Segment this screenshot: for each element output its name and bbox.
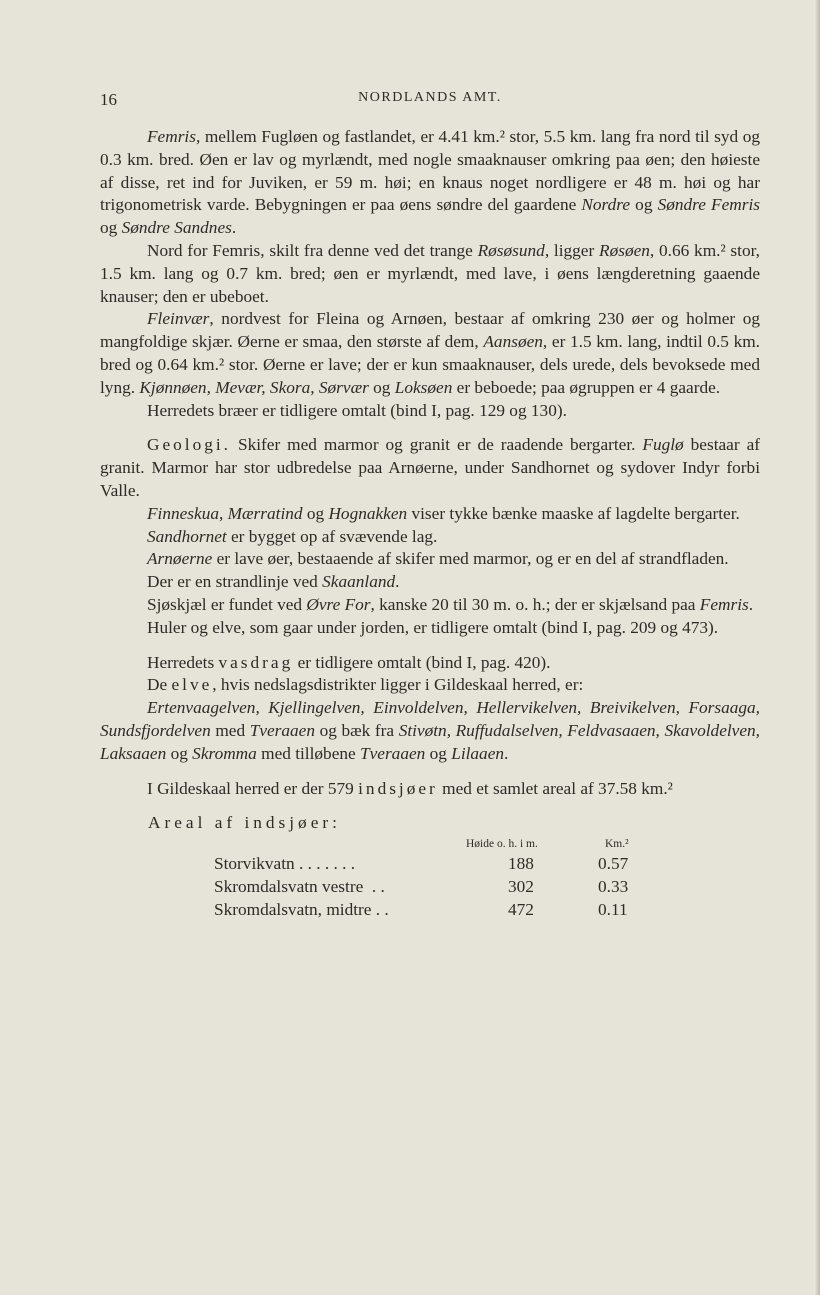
river-names: Tveraaen	[249, 720, 315, 740]
body-text	[100, 126, 760, 922]
text-run: er tidligere omtalt (bind I, pag. 420).	[293, 652, 551, 672]
text-run: bestaar af granit. Marmor har stor udbredelse paa Arnøerne, under Sandhornet og sydover Indyr forbi Valle.	[100, 435, 760, 500]
running-head: NORDLANDS AMT.	[358, 90, 502, 105]
text-run: Der er en strandlinje ved	[147, 572, 323, 592]
lake-height: 302	[508, 876, 534, 896]
lake-table-heading: Areal af indsjøer:	[148, 813, 341, 833]
place-name: Arnøerne	[147, 549, 213, 569]
column-header-height: Høide o. h. i m.	[466, 838, 538, 851]
text-run: , hvis nedslagsdistrikter ligger i Gildeskaal herred, er:	[212, 675, 584, 695]
paragraph-indsjoer	[100, 778, 760, 801]
lake-height: 472	[508, 899, 534, 919]
lake-area: 0.33	[598, 876, 629, 896]
page-edge	[814, 0, 820, 1295]
text-run: , kanske 20 til 30 m. o. h.; der er skjælsand paa	[370, 594, 700, 614]
paragraph-huler	[100, 617, 760, 640]
text-run: Huler og elve, som gaar under jorden, er tidligere omtalt (bind I, pag. 209 og 473).	[147, 617, 719, 637]
column-header-area: Km.²	[605, 838, 629, 851]
text-run: med et samlet areal af 37.58 km.²	[437, 778, 673, 798]
lake-height: 188	[508, 854, 534, 874]
section-heading: indsjøer	[358, 778, 438, 798]
paragraph-femris	[100, 126, 760, 240]
river-names: Tveraaen	[360, 743, 426, 763]
place-name: Øvre For	[306, 594, 371, 614]
lake-name: Skromdalsvatn vestre . .	[214, 876, 385, 896]
river-names: Skromma	[192, 743, 257, 763]
text-run: Herredets bræer er tidligere omtalt (bind I, pag. 129 og 130).	[147, 400, 567, 420]
text-run: , ligger	[544, 240, 600, 260]
paragraph-finneskua	[100, 503, 760, 526]
text-run: er lave øer, bestaaende af skifer med marmor, og er en del af strandfladen.	[212, 549, 729, 569]
place-name: Søndre Femris	[657, 195, 760, 215]
text-run: , er 1.5 km. lang, indtil 0.5 km. bred og 0.64 km.² stor. Øerne er lave; der er kun smaaknauser, dels urede, dels bevoksede med lyng.	[100, 332, 761, 397]
text-run: .	[231, 218, 237, 238]
lake-table	[100, 812, 760, 921]
river-names: Ertenvaagelven, Kjellingelven, Einvoldelven, Hellervikelven, Breivikelven, Forsaaga, Sundsfjordelven	[100, 698, 760, 740]
text-run: .	[748, 594, 754, 614]
lake-name: Storvikvatn . . . . . . .	[214, 854, 356, 874]
section-heading: elve	[171, 675, 213, 695]
place-name: Røsøsund	[477, 240, 545, 260]
paragraph-fleinvaer	[100, 308, 760, 399]
text-run: De	[147, 675, 172, 695]
section-heading: vasdrag	[218, 652, 294, 672]
place-name: Sandhornet	[147, 526, 227, 546]
section-heading: Geologi.	[147, 435, 231, 455]
page-header	[100, 90, 760, 114]
text-run: med	[210, 720, 250, 740]
place-name: Femris,	[147, 127, 201, 146]
text-run: er beboede; paa øgruppen er 4 gaarde.	[452, 377, 721, 397]
text-run: og	[302, 503, 329, 523]
paragraph-sandhornet	[100, 526, 760, 549]
place-name: Aansøen	[483, 332, 543, 352]
place-name: Skaanland	[322, 572, 396, 592]
text-run: .	[504, 743, 509, 763]
text-run: med tilløbene	[256, 743, 360, 763]
text-run: og	[100, 218, 122, 238]
lake-area: 0.11	[598, 899, 628, 919]
table-row	[100, 853, 760, 876]
place-name: Røsøen	[599, 240, 650, 260]
paragraph-geologi	[100, 434, 760, 502]
river-names: Lilaaen	[451, 743, 505, 763]
place-name: Loksøen	[394, 377, 453, 397]
paragraph-elve	[100, 674, 760, 697]
text-run: , 0.66 km.² stor, 1.5 km. lang og 0.7 km. bred; øen er myrlændt, med lave, i øens længderetning gaaende knauser; den er ubeboet.	[100, 240, 760, 306]
place-name: Fuglø	[642, 435, 684, 455]
paragraph-braeer	[100, 400, 760, 423]
place-name: Hognakken	[328, 503, 408, 523]
place-name: Fleinvær	[147, 309, 210, 329]
text-run: og	[630, 195, 658, 215]
place-name: Nordre	[581, 195, 631, 215]
text-run: , nordvest for Fleina og Arnøen, bestaar af omkring 230 øer og holmer og mangfoldige skjær. Øerne er smaa, den største af dem,	[100, 309, 760, 352]
text-run: og	[368, 377, 395, 397]
text-run: Herredets	[147, 652, 219, 672]
place-name: Kjønnøen, Mevær, Skora, Sørvær	[139, 377, 369, 397]
paragraph-sjoskjael	[100, 594, 760, 617]
place-name: Finneskua, Mærratind	[147, 503, 303, 523]
text-run: viser tykke bænke maaske af lagdelte bergarter.	[407, 503, 740, 523]
lake-area: 0.57	[598, 854, 629, 874]
text-run: Nord for Femris, skilt fra denne ved det trange	[147, 240, 478, 260]
text-run: mellem Fugløen og fastlandet, er 4.41 km.² stor, 5.5 km. lang fra nord til syd og 0.3 km. bred. Øen er lav og myrlændt, med nogle smaaknauser omkring paa øen; den høieste af disse, ret ind for Juviken, er 59 m. høi; en knaus noget nordligere er 48 m. høi og har trigonometrisk varde. Bebygningen er paa øens søndre del gaardene	[100, 127, 760, 215]
place-name: Femris	[699, 594, 749, 614]
river-names: Stivøtn, Ruffudalselven, Feldvasaaen, Skavoldelven, Laksaaen	[100, 720, 760, 763]
text-run: og bæk fra	[314, 720, 399, 740]
paragraph-arnoerne	[100, 548, 760, 571]
text-run: .	[395, 572, 400, 592]
paragraph-rosoen	[100, 240, 760, 308]
text-run: Sjøskjæl er fundet ved	[147, 594, 307, 614]
table-row	[100, 899, 760, 922]
text-run: I Gildeskaal herred er der 579	[147, 778, 359, 798]
text-run: er bygget op af svævende lag.	[226, 526, 438, 546]
paragraph-vasdrag	[100, 652, 760, 675]
page-number: 16	[100, 90, 117, 109]
lake-table-header	[100, 835, 760, 853]
text-run: Skifer med marmor og granit er de raadende bergarter.	[231, 435, 643, 455]
text-run: og	[166, 743, 193, 763]
place-name: Søndre Sandnes	[121, 218, 232, 238]
paragraph-strandlinje	[100, 571, 760, 594]
text-run: og	[425, 743, 452, 763]
paragraph-elve-list	[100, 697, 760, 765]
lake-name: Skromdalsvatn, midtre . .	[214, 899, 389, 919]
table-row	[100, 876, 760, 899]
